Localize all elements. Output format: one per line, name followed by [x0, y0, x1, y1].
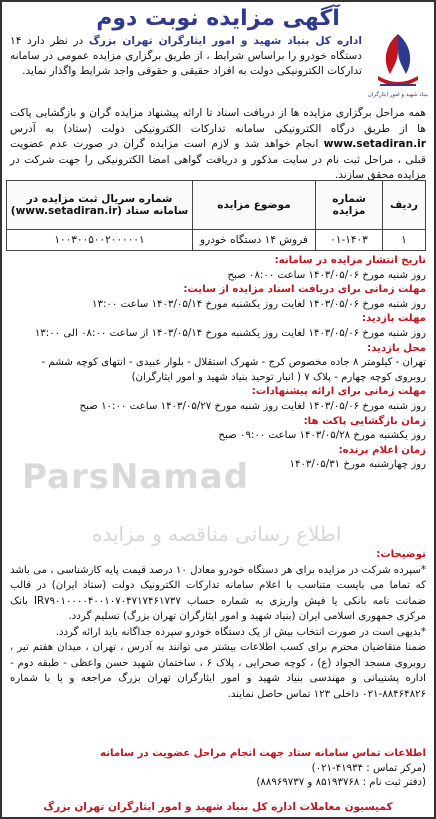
procedure-paragraph: [10, 106, 426, 184]
winner-announcement-value: روز چهارشنبه مورخ ۱۴۰۳/۰۵/۳۱: [289, 459, 426, 471]
opening-time-heading: زمان بازگشایی پاکت ها:: [303, 415, 426, 427]
opening-time-value: روز یکشنبه مورخ ۱۴۰۳/۰۵/۲۸ ساعت ۰۹:۰۰ صبح: [218, 430, 426, 442]
cell-auction-number: ۰۱-۱۴۰۳: [316, 230, 383, 251]
publish-date-heading: تاریخ انتشار مزایده در سامانه:: [274, 255, 426, 266]
proposal-deadline-value: روز شنبه مورخ ۱۴۰۳/۰۵/۰۶ لغایت روز شنبه مورخ ۱۴۰۳/۰۵/۲۷ ساعت ۱۰:۰۰ صبح: [79, 400, 426, 412]
watermark-brand: ParsNamad: [22, 457, 250, 497]
document-deadline-heading: مهلت زمانی برای دریافت اسناد مزایده از سایت:: [183, 284, 426, 296]
col-serial-number: شماره سریال ثبت مزایده در سامانه ستاد (www.setadiran.ir): [7, 181, 193, 230]
visit-deadline-heading: مهلت بازدید:: [361, 313, 426, 325]
contact-registration-office: (دفتر ثبت نام : ۸۵۱۹۳۷۶۸ و ۸۸۹۶۹۷۳۷): [256, 777, 426, 788]
setad-url: www.setadiran.ir: [323, 138, 426, 150]
shahid-foundation-logo: [368, 30, 428, 102]
cell-serial-number: ۱۰۰۳۰۰۵۰۰۲۰۰۰۰۰۱: [7, 230, 193, 251]
visit-location-heading: محل بازدید:: [367, 342, 426, 354]
intro-body: در نظر دارد ۱۴ دستگاه خودرو را براساس شرایط ، از طریق برگزاری مزایده عمومی در سامانه تدارکات الکترونیکی دولت به افراد حقیقی و حقوقی واجد شرایط واگذار نماید.: [10, 35, 362, 77]
logo-text: بنیاد شهید و امور ایثارگران: [368, 92, 428, 98]
winner-announcement-heading: زمان اعلام برنده:: [338, 444, 426, 456]
note-separate-deposit: *بدیهی است در صورت انتخاب بیش از یک دستگاه خودرو سپرده جداگانه باید ارائه گردد.: [55, 626, 426, 638]
note-contact-info: ضمنا متقاضیان محترم برای کسب اطلاعات بیشتر می توانند به آدرس ، تهران ، میدان هفتم تیر ، روبروی مسجد الجواد (ع) ، کوچه صحرایی ، پلاک ۶ ، ساختمان شهید حسن واعظی - طبقه دوم - اداره پشتیبانی و مهندسی بنیاد شهید و امور ایثارگران تهران بزرگ مراجعه و یا با شماره ۸۸۴۶۴۸۲۶-۰۲۱ داخلی ۱۲۳ تماس حاصل نمایند.: [10, 642, 426, 700]
auction-table: [6, 180, 426, 251]
notes-heading: توضیحات:: [376, 549, 426, 560]
org-name: اداره کل بنیاد شهید و امور ایثارگران تهران بزرگ: [88, 35, 362, 47]
note-deposit: *سپرده شرکت در مزایده برای هر دستگاه خودرو معادل ۱۰ درصد قیمت پایه کارشناسی ، می باشد که تماما می بایست متناسب با اعلام سامانه تدارکات الکترونیک دولت (ستاد ایران) در قالب ضمانت نامه بانکی یا فیش واریزی به شماره حساب IR۷۹۰۱۰۰۰۰۴۰۰۱۰۷۰۴۷۱۷۴۶۱۷۳۷ بانک مرکزی جمهوری اسلامی ایران (بنیاد شهید و امور ایثارگران تهران بزرگ) تسلیم گردد.: [10, 564, 426, 622]
contact-call-center: (مرکز تماس : ۴۱۹۳۴-۰۲۱): [311, 762, 426, 774]
footer-signature: کمیسیون معاملات اداره کل بنیاد شهید و امور ایثارگران تهران بزرگ: [43, 801, 393, 813]
visit-deadline-value: روز شنبه مورخ ۱۴۰۳/۰۵/۰۶ لغایت روز یکشنبه مورخ ۱۴۰۳/۰۵/۱۴ از ساعت ۰۸:۰۰ الی ۱۳:۰۰: [34, 327, 426, 339]
page-title: آگهی مزایده نوبت دوم: [96, 6, 340, 31]
notes-section: [10, 547, 426, 702]
visit-location-value: تهران - کیلومتر ۸ جاده مخصوص کرج - شهرک استقلال - بلوار عبیدی - انتهای کوچه ششم - روبروی کوچه چهارم - پلاک ۷ ( انبار توحید بنیاد شهید و امور ایثارگران): [41, 357, 426, 383]
col-auction-number: شماره مزایده: [316, 181, 383, 230]
watermark-text: اطلاع رسانی مناقصه و مزایده: [92, 522, 342, 546]
cell-subject: فروش ۱۴ دستگاه خودرو: [193, 230, 316, 251]
col-row-number: ردیف: [383, 181, 426, 230]
contact-section: [10, 747, 426, 791]
intro-text: [10, 34, 362, 79]
procedure-after: انجام خواهد شد و لازم است مزایده گران در صورت عدم عضویت قبلی ، مراحل ثبت نام در سایت مذکور و دریافت گواهی امضا الکترونیکی را جهت شرکت در مزایده محقق سازند.: [10, 138, 426, 181]
procedure-before: همه مراحل برگزاری مزایده ها از دریافت اسناد تا ارائه پیشنهاد مزایده گران و بازگشایی پاکت ها از طریق درگاه الکترونیکی سامانه تدارکات الکترونیکی دولت (ستاد) به آدرس: [10, 107, 426, 135]
table-row: [7, 230, 426, 251]
col-subject: موضوع مزایده: [193, 181, 316, 230]
contact-heading: اطلاعات تماس سامانه ستاد جهت انجام مراحل عضویت در سامانه: [100, 748, 426, 759]
schedule-sections: [10, 254, 426, 473]
publish-date-value: روز شنبه مورخ ۱۴۰۳/۰۵/۰۶ ساعت ۰۸:۰۰ صبح: [227, 269, 426, 281]
cell-row-number: ۱: [383, 230, 426, 251]
table-header-row: [7, 181, 426, 230]
document-deadline-value: روز شنبه مورخ ۱۴۰۳/۰۵/۰۶ لغایت روز یکشنبه مورخ ۱۴۰۳/۰۵/۱۴ ساعت ۱۳:۰۰: [92, 298, 426, 310]
proposal-deadline-heading: مهلت زمانی برای ارائه پیشنهادات:: [251, 386, 426, 398]
